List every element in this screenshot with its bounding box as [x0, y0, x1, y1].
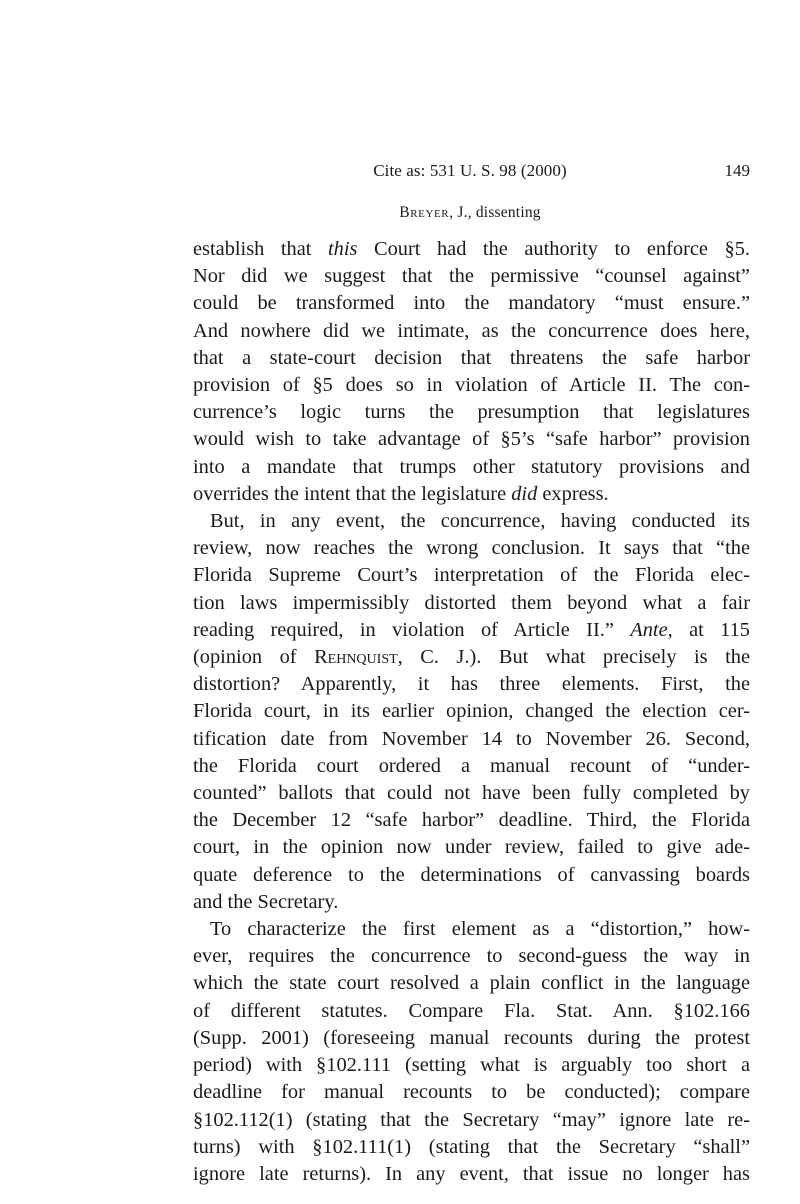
text-run: ignore late returns). In any event, that issue no longer has — [193, 1162, 750, 1185]
text-run: express. — [537, 482, 609, 505]
text-run: Nor did we suggest that the permissive “counsel against” — [193, 265, 750, 288]
text-line — [193, 698, 750, 725]
running-head — [190, 204, 750, 222]
text-line — [193, 780, 750, 807]
text-run: And nowhere did we intimate, as the concurrence does here, — [193, 319, 750, 342]
text-line — [193, 236, 750, 263]
text-line — [193, 345, 750, 372]
text-line — [193, 372, 750, 399]
text-line — [193, 1107, 750, 1134]
text-run: deadline for manual recounts to be conducted); compare — [193, 1081, 750, 1104]
text-line — [193, 753, 750, 780]
text-line — [193, 318, 750, 345]
text-line — [193, 862, 750, 889]
text-line — [193, 590, 750, 617]
text-line — [193, 535, 750, 562]
case-citation: Cite as: 531 U. S. 98 (2000) — [373, 161, 567, 180]
text-run: ever, requires the concurrence to second-guess the way in — [193, 945, 750, 968]
text-line — [193, 970, 750, 997]
text-line — [193, 562, 750, 589]
text-line — [193, 1025, 750, 1052]
italic-text: did — [511, 482, 538, 505]
text-run: the Florida court ordered a manual recount of “under- — [193, 754, 750, 777]
opinion-body-text — [193, 236, 750, 1188]
italic-text: Ante, — [630, 618, 673, 641]
text-run: (Supp. 2001) (foreseeing manual recounts during the protest — [193, 1026, 750, 1049]
text-line — [193, 481, 750, 508]
text-run: which the state court resolved a plain conflict in the language — [193, 972, 750, 995]
text-run: (opinion of — [193, 646, 315, 669]
text-run: , C. J.). But what precisely is the — [397, 646, 750, 669]
text-run: at 115 — [672, 618, 750, 641]
text-run: overrides the intent that the legislature — [193, 482, 512, 505]
text-run: the December 12 “safe harbor” deadline. Third, the Florida — [193, 809, 750, 832]
text-line — [193, 644, 750, 671]
text-line — [193, 998, 750, 1025]
text-run: turns) with §102.111(1) (stating that the Secretary “shall” — [193, 1135, 750, 1158]
text-run: counted” ballots that could not have been fully completed by — [193, 782, 750, 805]
text-run: Florida Supreme Court’s interpretation of the Florida elec- — [193, 564, 750, 587]
text-line — [193, 916, 750, 943]
text-run: Florida court, in its earlier opinion, changed the election cer- — [193, 700, 750, 723]
text-line — [193, 1052, 750, 1079]
text-line — [193, 617, 750, 644]
page-header — [190, 161, 750, 185]
text-run: provision of §5 does so in violation of Article II. The con- — [193, 374, 750, 397]
text-run: Court had the authority to enforce §5. — [357, 238, 750, 260]
running-head-suffix: , J., dissenting — [449, 204, 541, 221]
text-run: But, in any event, the concurrence, having conducted its — [210, 510, 750, 533]
text-run: could be transformed into the mandatory “must ensure.” — [193, 292, 750, 315]
text-run: tification date from November 14 to November 26. Second, — [193, 727, 750, 750]
text-run: period) with §102.111 (setting what is arguably too short a — [193, 1054, 750, 1077]
text-line — [193, 1161, 750, 1188]
italic-text: this — [327, 238, 358, 260]
text-run: of different statutes. Compare Fla. Stat. Ann. §102.166 — [193, 999, 750, 1022]
text-line — [193, 1134, 750, 1161]
text-line — [193, 807, 750, 834]
text-line — [193, 290, 750, 317]
text-line — [193, 943, 750, 970]
text-line — [193, 1079, 750, 1106]
text-run: currence’s logic turns the presumption that legislatures — [193, 401, 750, 424]
text-run: would wish to take advantage of §5’s “safe harbor” provision — [193, 428, 750, 451]
text-run: tion laws impermissibly distorted them beyond what a fair — [193, 591, 750, 614]
small-caps-name: Rehnquist — [314, 646, 398, 669]
text-line — [193, 263, 750, 290]
text-line — [193, 399, 750, 426]
text-run: establish that — [193, 238, 328, 260]
text-run: To characterize the first element as a “distortion,” how- — [210, 918, 750, 941]
text-run: reading required, in violation of Article II.” — [193, 618, 631, 641]
page-number: 149 — [724, 161, 750, 180]
text-line — [193, 508, 750, 535]
text-run: review, now reaches the wrong conclusion. It says that “the — [193, 537, 750, 560]
text-run: distortion? Apparently, it has three elements. First, the — [193, 673, 750, 696]
text-line — [193, 834, 750, 861]
text-line — [193, 889, 750, 916]
text-line — [193, 726, 750, 753]
text-line — [193, 426, 750, 453]
text-line — [193, 671, 750, 698]
text-run: §102.112(1) (stating that the Secretary “may” ignore late re- — [193, 1108, 750, 1131]
text-run: quate deference to the determinations of canvassing boards — [193, 863, 750, 886]
text-line — [193, 454, 750, 481]
text-run: court, in the opinion now under review, failed to give ade- — [193, 836, 750, 859]
running-head-author: Breyer — [399, 204, 450, 221]
text-run: into a mandate that trumps other statutory provisions and — [193, 455, 750, 478]
text-run: and the Secretary. — [193, 890, 339, 913]
text-run: that a state-court decision that threatens the safe harbor — [193, 346, 750, 369]
